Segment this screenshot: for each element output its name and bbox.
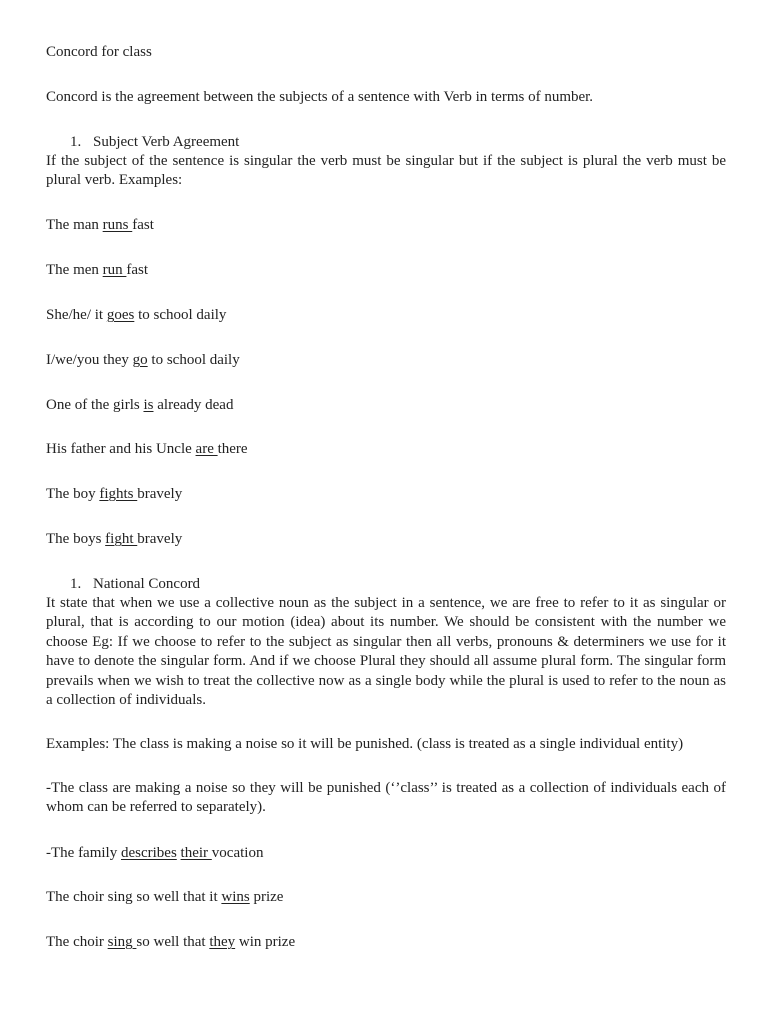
underlined-verb: goes	[106, 307, 135, 323]
underlined-pronoun: their	[180, 845, 212, 861]
underlined-verb: are	[195, 441, 218, 457]
underlined-verb: runs	[102, 217, 133, 233]
class-plural-example: -The class are making a noise so they will be punished (‘’class’’ is treated as a collection of individuals each of whom can be referred to separately).	[46, 780, 726, 816]
choir-plural-example: The choir sing so well that they win prize	[46, 934, 296, 950]
list-number: 1.	[70, 576, 82, 592]
example-line: She/he/ it goes to school daily	[46, 307, 227, 323]
example-line: The men run fast	[46, 262, 149, 278]
list-number: 1.	[70, 134, 82, 150]
example-line: I/we/you they go to school daily	[46, 352, 240, 368]
heading-text: National Concord	[93, 576, 201, 592]
heading-text: Subject Verb Agreement	[93, 134, 240, 150]
underlined-verb: fights	[99, 486, 138, 502]
example-line: His father and his Uncle are there	[46, 441, 248, 457]
underlined-verb: describes	[120, 845, 177, 861]
family-example: -The family describes their vocation	[46, 845, 264, 861]
example-line: One of the girls is already dead	[46, 397, 234, 413]
underlined-verb: run	[102, 262, 127, 278]
underlined-verb: go	[132, 352, 148, 368]
underlined-verb: fight	[105, 531, 138, 547]
underlined-verb: is	[143, 397, 154, 413]
example-line: The man runs fast	[46, 217, 154, 233]
definition-paragraph: Concord is the agreement between the subjects of a sentence with Verb in terms of number.	[46, 89, 594, 105]
section-heading-subject-verb-agreement	[70, 133, 239, 152]
document-title: Concord for class	[46, 44, 152, 60]
examples-line: Examples: The class is making a noise so it will be punished. (class is treated as a single individual entity)	[46, 736, 684, 752]
underlined-verb: wins	[221, 889, 250, 905]
subject-verb-agreement-paragraph: If the subject of the sentence is singular the verb must be singular but if the subject is plural the verb must be plural verb. Examples:	[46, 153, 726, 189]
choir-singular-example: The choir sing so well that it wins prize	[46, 889, 284, 905]
underlined-verb: sing	[107, 934, 137, 950]
section-heading-national-concord	[70, 575, 200, 594]
underlined-pronoun: they	[209, 934, 236, 950]
example-line: The boys fight bravely	[46, 531, 183, 547]
national-concord-paragraph: It state that when we use a collective noun as the subject in a sentence, we are free to refer to it as singular or plural, that is according to our motion (idea) about its number. We should be consistent with the number we choose Eg: If we choose to refer to the subject as singular then all verbs, pronouns & determiners we use for it have to denote the singular form. And if we choose Plural they should all assume plural form. The singular form prevails when we wish to treat the collective now as a single body while the plural is used to refer to the noun as a collection of individuals.	[46, 595, 726, 709]
example-line: The boy fights bravely	[46, 486, 183, 502]
